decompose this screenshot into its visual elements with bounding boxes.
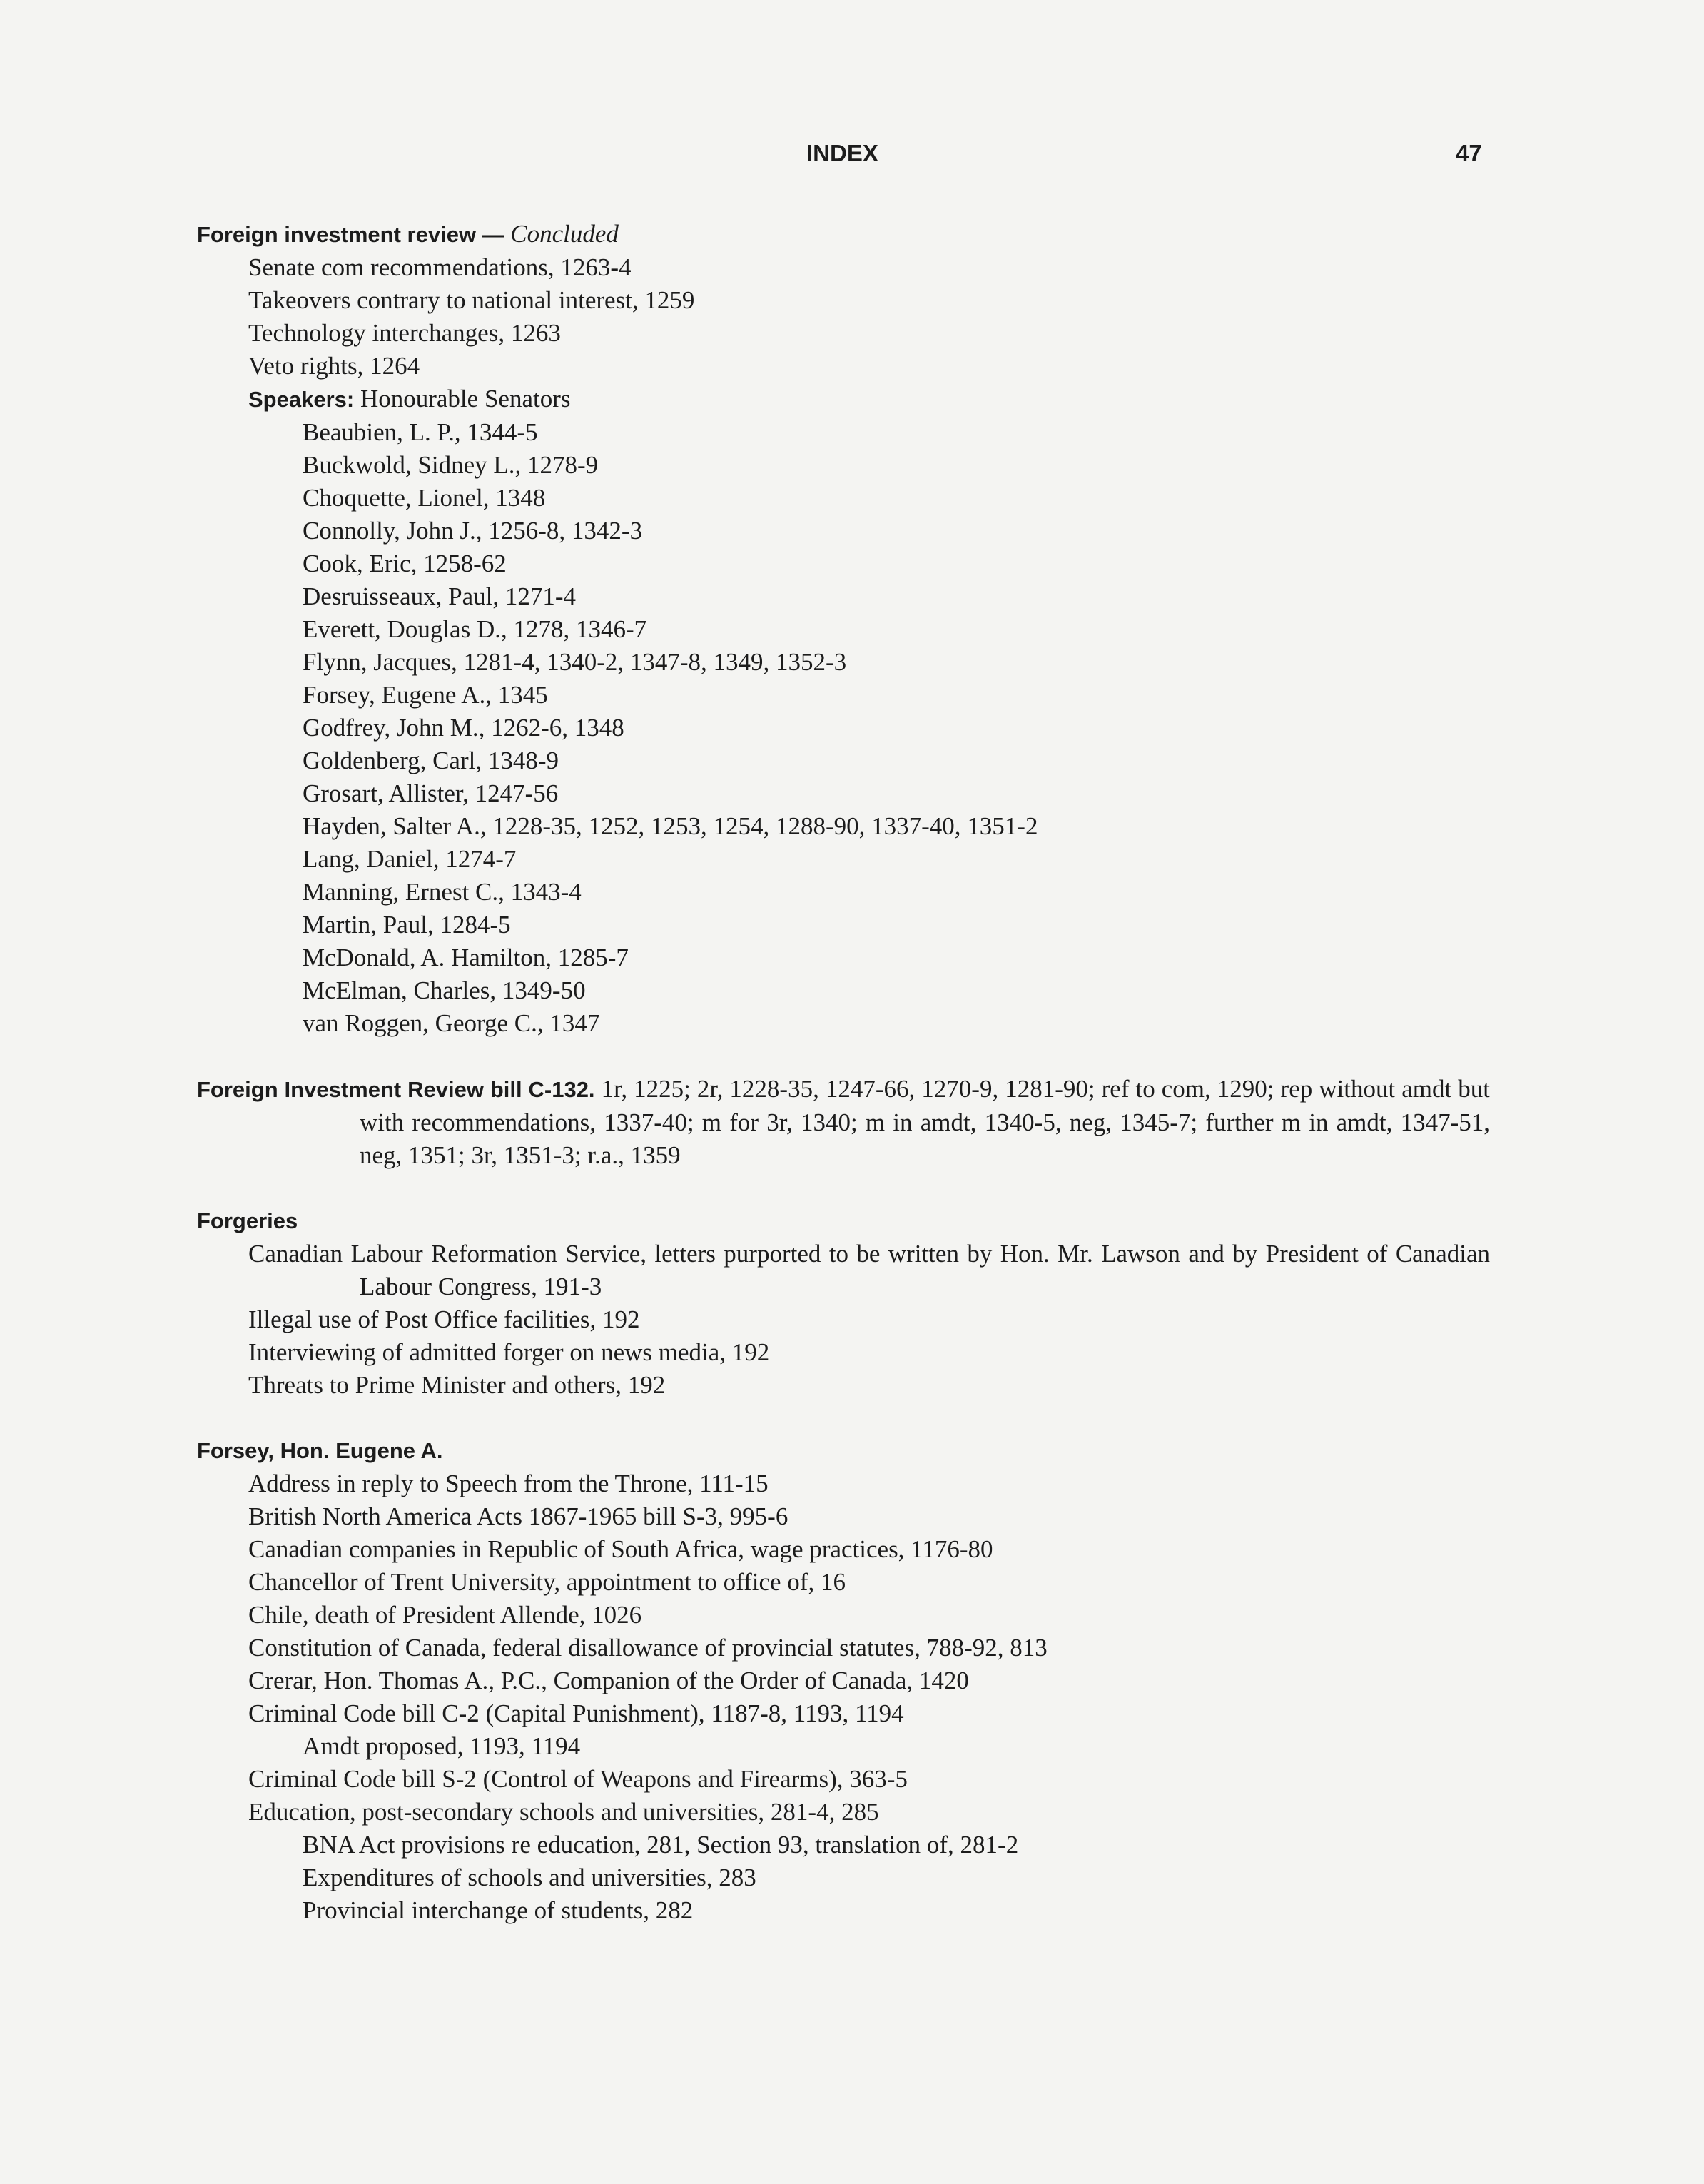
entry-heading-forsey: Forsey, Hon. Eugene A. xyxy=(197,1438,443,1463)
index-content xyxy=(197,218,1490,1927)
speaker-entry: Connolly, John J., 1256-8, 1342-3 xyxy=(303,517,643,545)
index-sub-subentry: Provincial interchange of students, 282 xyxy=(303,1896,694,1924)
speaker-entry: Manning, Ernest C., 1343-4 xyxy=(303,878,582,906)
index-sub-subentry: Expenditures of schools and universities, 283 xyxy=(303,1864,756,1891)
speaker-entry: Choquette, Lionel, 1348 xyxy=(303,484,546,512)
fir-bill-text: 1r, 1225; 2r, 1228-35, 1247-66, 1270-9, 1281-90; ref to com, 1290; rep without amdt but with recommendations, 1337-40; m for 3r, 1340; m in amdt, 1340-5, neg, 1345-7; further m in amdt, 1347-51, neg, 1351; 3r, 1351-3; r.a., 1359 xyxy=(360,1075,1490,1169)
index-subentry: Takeovers contrary to national interest, 1259 xyxy=(248,286,695,314)
index-subentry: Technology interchanges, 1263 xyxy=(248,319,561,347)
speaker-entry: Grosart, Allister, 1247-56 xyxy=(303,779,559,807)
speaker-entry: Forsey, Eugene A., 1345 xyxy=(303,681,548,709)
index-sub-subentry: BNA Act provisions re education, 281, Section 93, translation of, 281-2 xyxy=(303,1831,1019,1859)
speaker-entry: Desruisseaux, Paul, 1271-4 xyxy=(303,582,577,610)
index-subentry: Canadian Labour Reformation Service, letters purported to be written by Hon. Mr. Lawson and by President of Canadian Labour Congress, 191-3 xyxy=(248,1240,1490,1300)
speaker-entry: Everett, Douglas D., 1278, 1346-7 xyxy=(303,615,647,643)
page-number: 47 xyxy=(1456,140,1482,166)
speaker-entry: McDonald, A. Hamilton, 1285-7 xyxy=(303,944,629,971)
index-subentry: British North America Acts 1867-1965 bill S-3, 995-6 xyxy=(248,1502,788,1530)
speaker-entry: Martin, Paul, 1284-5 xyxy=(303,911,511,939)
index-subentry: Criminal Code bill S-2 (Control of Weapons and Firearms), 363-5 xyxy=(248,1765,908,1793)
entry-heading-fir-bill: Foreign Investment Review bill C-132. xyxy=(197,1077,595,1102)
entry-foreign-investment-review-bill xyxy=(197,1073,1490,1172)
entry-heading-foreign-investment-review: Foreign investment review — Concluded xyxy=(197,220,619,248)
index-subentry: Chile, death of President Allende, 1026 xyxy=(248,1601,642,1629)
entry-gap xyxy=(197,1040,1490,1073)
index-subentry: Illegal use of Post Office facilities, 192 xyxy=(248,1305,640,1333)
index-subentry: Education, post-secondary schools and universities, 281-4, 285 xyxy=(248,1798,879,1826)
entry-gap xyxy=(197,1172,1490,1205)
index-subentry: Senate com recommendations, 1263-4 xyxy=(248,253,632,281)
index-subentry: Interviewing of admitted forger on news media, 192 xyxy=(248,1338,770,1366)
speaker-entry: Hayden, Salter A., 1228-35, 1252, 1253, 1254, 1288-90, 1337-40, 1351-2 xyxy=(303,812,1038,840)
speaker-entry: Buckwold, Sidney L., 1278-9 xyxy=(303,451,599,479)
index-subentry: Chancellor of Trent University, appointment to office of, 16 xyxy=(248,1568,846,1596)
index-subentry: Criminal Code bill C-2 (Capital Punishment), 1187-8, 1193, 1194 xyxy=(248,1699,904,1727)
entry-gap xyxy=(197,1402,1490,1435)
speakers-label: Speakers: xyxy=(248,387,355,412)
index-subentry: Veto rights, 1264 xyxy=(248,352,420,380)
page-title: INDEX xyxy=(806,140,878,166)
speakers-line: Speakers: Honourable Senators xyxy=(248,385,571,413)
speaker-entry: van Roggen, George C., 1347 xyxy=(303,1009,600,1037)
running-head xyxy=(0,140,1704,176)
speaker-entry: Cook, Eric, 1258-62 xyxy=(303,550,507,577)
speaker-entry: Godfrey, John M., 1262-6, 1348 xyxy=(303,714,624,742)
index-subentry: Address in reply to Speech from the Throne, 111-15 xyxy=(248,1470,769,1497)
index-subentry: Canadian companies in Republic of South Africa, wage practices, 1176-80 xyxy=(248,1535,993,1563)
speaker-entry: Goldenberg, Carl, 1348-9 xyxy=(303,747,559,774)
speaker-entry: Lang, Daniel, 1274-7 xyxy=(303,845,517,873)
entry-heading-forgeries: Forgeries xyxy=(197,1208,298,1233)
index-subentry: Crerar, Hon. Thomas A., P.C., Companion of the Order of Canada, 1420 xyxy=(248,1667,969,1694)
index-sub-subentry: Amdt proposed, 1193, 1194 xyxy=(303,1732,581,1760)
speaker-entry: Beaubien, L. P., 1344-5 xyxy=(303,418,538,446)
speaker-entry: Flynn, Jacques, 1281-4, 1340-2, 1347-8, 1349, 1352-3 xyxy=(303,648,847,676)
index-subentry: Constitution of Canada, federal disallowance of provincial statutes, 788-92, 813 xyxy=(248,1634,1048,1662)
speaker-entry: McElman, Charles, 1349-50 xyxy=(303,976,586,1004)
index-subentry: Threats to Prime Minister and others, 192 xyxy=(248,1371,666,1399)
